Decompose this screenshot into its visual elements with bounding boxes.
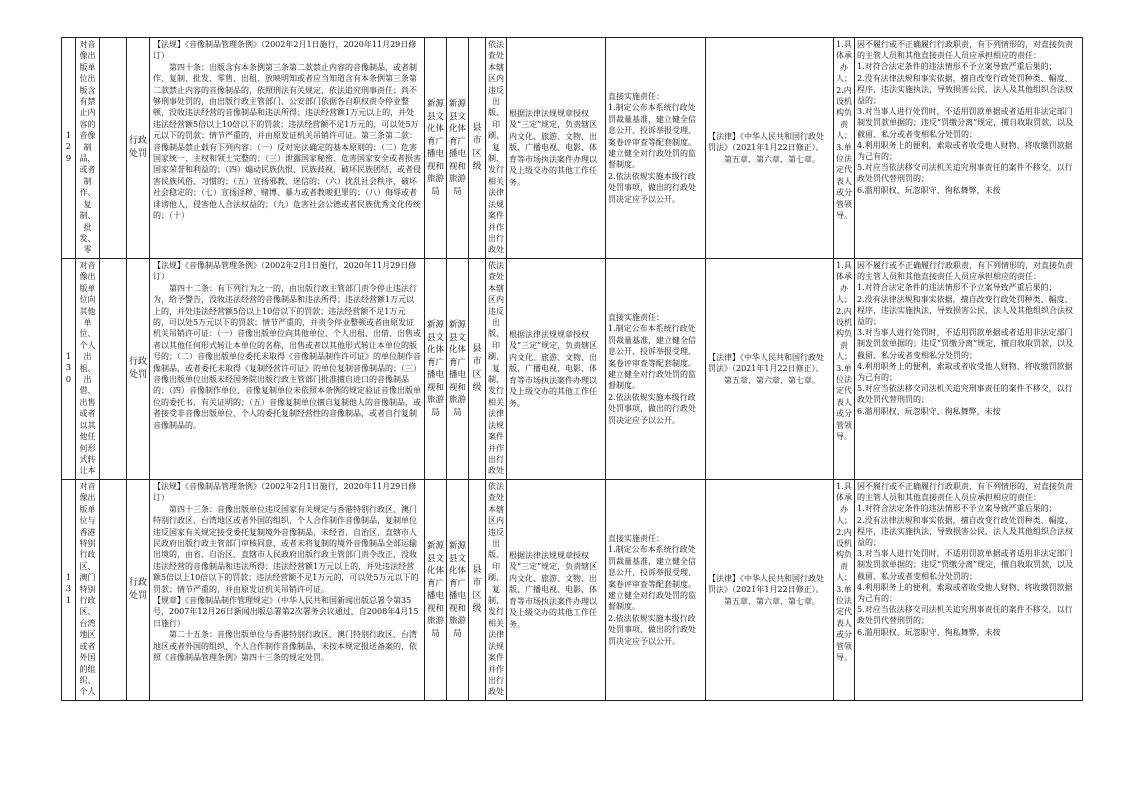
table-row [62,38,1083,259]
legal-basis-text: 【法规】《音像制品管理条例》（2002年2月1日施行，2020年11月29日修订） 第四十三条：音像出版单位违反国家有关规定与香港特别行政区、澳门特别行政区、台湾地区或者外国的组织、个人合作制作音像制品，复制单位违反国家有关规定接受委托复制境外音像制品，未经省、自治区、直辖市人民政府出版行政主管部门审核同意，或者未将复制的境外音像制品全部运输出境的，由省、自治区、直辖市人民政府出版行政主管部门责令改正，没收违法经营的音像制品和违法所得；违法经营额1万元以上的，并处违法经营额5倍以上10倍以下的罚款；违法经营额不足1万元的，可以处5万元以下的罚款；情节严重的，并由原发证机关吊销许可证。 【规章】《音像制品制作管理规定》（中华人民共和国新闻出版总署令第35号，2007年12月26日新闻出版总署第2次署务会议通过，自2008年4月15日施行） 第二十五条：音像出版单位与香港特别行政区、澳门特别行政区、台湾地区或者外国的组织、个人合作制作音像制品，未按本规定报送备案的，依照《音像制品管理条例》第四十三条的规定处罚。 [153,482,419,663]
scope-text: 依法查处本辖区内违反出版、印刷、复制、发行相关法律法规案件并作出行政处 [488,40,504,255]
accountability-situations-text: 因不履行或不正确履行行政职责，有下列情形的，对直接负责的主管人员和其他直接责任人员应承担相应的责任： 1.对符合法定条件的违法情形不予立案导致严重后果的； 2.没有法律法规和事实依据，擅自改变行政处罚种类、幅度、程序，违法实施执法，导致损害公民、法人及其他组织合法权益的； 3.对当事人进行处罚时，不适用罚款单据或者适用非法定部门制发罚款单据的；违反“罚缴分离”规定，擅自收取罚款，以及截留、私分或者变相私分处罚的； 4.利用职务上的便利，索取或者收受他人财物、将收缴罚款据为己有的； 5.对应当依法移交司法机关追究刑事责任的案件不移交，以行政处罚代替刑罚的； 6.滥用职权、玩忽职守、徇私舞弊，未按 [857,261,1074,416]
legal-basis [150,480,425,701]
responsibility-table [61,37,1083,701]
item-type: 行政处罚 [127,259,150,480]
empty-cell [100,259,127,480]
scope [486,259,507,480]
legal-basis [150,38,425,259]
accountable-subject-text: 1.具体承办人；2.内设机构负责人；3.单位法定代表人或分管领导。 [836,261,852,442]
item-type: 行政处罚 [127,38,150,259]
item-name [76,38,100,259]
accountability-basis: 【法律】《中华人民共和国行政处罚法》（2021年1月22日修正）。 第五章、第六章、第七章。 [706,259,834,480]
accountable-subject [834,480,855,701]
accountable-subject [834,38,855,259]
implementing-dept: 新源县文化体育广播电视和旅游局 [425,38,447,259]
scope-text: 依法查处本辖区内违反出版、印刷、复制、发行相关法律法规案件并作出行政处 [488,261,504,476]
empty-cell [100,480,127,701]
implementation-duty: 直接实施责任： 1.制定公布本系统行政处罚裁量基准，建立健全信息公开、投诉举报受理、案卷评审查等配套制度。建立健全对行政处罚的监督制度。 2.依法依规实施本级行政处罚事项，做出的行政处罚决定应予以公开。 [606,259,706,480]
accountability-situations-text: 因不履行或不正确履行行政职责，有下列情形的，对直接负责的主管人员和其他直接责任人员应承担相应的责任： 1.对符合法定条件的违法情形不予立案导致严重后果的； 2.没有法律法规和事实依据，擅自改变行政处罚种类、幅度、程序，违法实施执法，导致损害公民、法人及其他组织合法权益的； 3.对当事人进行处罚时，不适用罚款单据或者适用非法定部门制发罚款单据的；违反“罚缴分离”规定，擅自收取罚款，以及截留、私分或者变相私分处罚的； 4.利用职务上的便利，索取或者收受他人财物、将收缴罚款据为己有的； 5.对应当依法移交司法机关追究刑事责任的案件不移交，以行政处罚代替刑罚的； 6.滥用职权、玩忽职守、徇私舞弊，未按 [857,40,1074,195]
row-number: 131 [62,480,76,701]
accountable-subject-text: 1.具体承办人；2.内设机构负责人；3.单位法定代表人或分管领导。 [836,482,852,663]
accountability-situations [855,259,1083,480]
item-type: 行政处罚 [127,480,150,701]
admin-level: 县市区级 [469,480,486,701]
accountability-situations-text: 因不履行或不正确履行行政职责，有下列情形的，对直接负责的主管人员和其他直接责任人员应承担相应的责任： 1.对符合法定条件的违法情形不予立案导致严重后果的； 2.没有法律法规和事实依据，擅自改变行政处罚种类、幅度、程序，违法实施执法，导致损害公民、法人及其他组织合法权益的； 3.对当事人进行处罚时，不适用罚款单据或者适用非法定部门制发罚款单据的；违反“罚缴分离”规定，擅自收取罚款，以及截留、私分或者变相私分处罚的； 4.利用职务上的便利，索取或者收受他人财物、将收缴罚款据为己有的； 5.对应当依法移交司法机关追究刑事责任的案件不移交，以行政处罚代替刑罚的； 6.滥用职权、玩忽职守、徇私舞弊，未按 [857,482,1074,637]
scope [486,480,507,701]
accountability-basis: 【法律】《中华人民共和国行政处罚法》（2021年1月22日修正）。 第五章、第六章、第七章。 [706,480,834,701]
item-name-text: 对音像出版单位向其他单位、个人出租、出借、出售或者以其他任何形式转让本 [79,261,96,476]
implementing-dept: 新源县文化体育广播电视和旅游局 [425,259,447,480]
table-row [62,480,1083,701]
admin-level: 县市区级 [469,38,486,259]
scope [486,38,507,259]
scope-text: 依法查处本辖区内违反出版、印刷、复制、发行相关法律法规案件并作出行政处 [488,482,504,697]
accountability-situations [855,480,1083,701]
admin-level: 县市区级 [469,259,486,480]
responsibility: 根据法律法规规章授权及“三定”规定，负责辖区内文化、旅游、文物、出版、广播电视、电影、体育等市场执法案件办理以及上级交办的其他工作任务。 [507,259,606,480]
empty-cell [100,38,127,259]
responsible-dept: 新源县文化体育广播电视和旅游局 [447,259,469,480]
accountability-situations [855,38,1083,259]
implementation-duty: 直接实施责任： 1.制定公布本系统行政处罚裁量基准，建立健全信息公开、投诉举报受理、案卷评审查等配套制度。建立健全对行政处罚的监督制度。 2.依法依规实施本级行政处罚事项，做出的行政处罚决定应予以公开。 [606,480,706,701]
accountable-subject-text: 1.具体承办人；2.内设机构负责人；3.单位法定代表人或分管领导。 [836,40,852,221]
accountability-basis: 【法律】《中华人民共和国行政处罚法》（2021年1月22日修正）。 第五章、第六章、第七章。 [706,38,834,259]
item-name-text: 对音像出版单位出版含有禁止内容的音像制品，或者制作、复制、批发、零 [79,40,96,255]
implementation-duty: 直接实施责任： 1.制定公布本系统行政处罚裁量基准，建立健全信息公开、投诉举报受理、案卷评审查等配套制度。建立健全对行政处罚的监督制度。 2.依法依规实施本级行政处罚事项，做出的行政处罚决定应予以公开。 [606,38,706,259]
responsibility: 根据法律法规规章授权及“三定”规定，负责辖区内文化、旅游、文物、出版、广播电视、电影、体育等市场执法案件办理以及上级交办的其他工作任务。 [507,38,606,259]
item-name [76,480,100,701]
responsible-dept: 新源县文化体育广播电视和旅游局 [447,38,469,259]
legal-basis-text: 【法规】《音像制品管理条例》（2002年2月1日施行，2020年11月29日修订） 第四十二条：有下列行为之一的，由出版行政主管部门责令停止违法行为，给予警告，没收违法经营的音像制品和违法所得；违法经营额1万元以上的，并处违法经营额5倍以上10倍以下的罚款；违法经营额不足1万元的，可以处5万元以下的罚款；情节严重的，并责令停业整顿或者由原发证机关吊销许可证：（一）音像出版单位向其他单位、个人出租、出借、出售或者以其他任何形式转让本单位的名称，出售或者以其他形式转让本单位的版号的；（二）音像出版单位委托未取得《音像制品制作许可证》的单位制作音像制品，或者委托未取得《复制经营许可证》的单位复制音像制品的；（三）音像出版单位出版未经国务院出版行政主管部门批准擅自进口的音像制品的；（四）音像制作单位、音像复制单位未依照本条例的规定验证音像出版单位的委托书、有关证明的；（五）音像复制单位擅自复制他人的音像制品，或者接受非音像出版单位、个人的委托复制经营性的音像制品，或者自行复制音像制品的。 [153,261,421,430]
implementing-dept: 新源县文化体育广播电视和旅游局 [425,480,447,701]
responsibility: 根据法律法规规章授权及“三定”规定，负责辖区内文化、旅游、文物、出版、广播电视、电影、体育等市场执法案件办理以及上级交办的其他工作任务。 [507,480,606,701]
legal-basis [150,259,425,480]
table-row [62,259,1083,480]
legal-basis-text: 【法规】《音像制品管理条例》（2002年2月1日施行，2020年11月29日修订） 第四十条：出版含有本条例第三条第二款禁止内容的音像制品，或者制作、复制、批发、零售、出租、放映明知或者应当知道含有本条例第三条第二款禁止内容的音像制品的，依照刑法有关规定，依法追究刑事责任；尚不够刑事处罚的，由出版行政主管部门、公安部门依据各自职权责令停业整顿，没收违法经营的音像制品和违法所得；违法经营额1万元以上的，并处违法经营额5倍以上10倍以下的罚款；违法经营额不足1万元的，可以处5万元以下的罚款；情节严重的，并由原发证机关吊销许可证。第三条第二款：音像制品禁止载有下列内容：（一）反对宪法确定的基本原则的；（二）危害国家统一、主权和领土完整的；（三）泄露国家秘密、危害国家安全或者损害国家荣誉和利益的；（四）煽动民族仇恨、民族歧视，破坏民族团结，或者侵害民族风俗、习惯的；（五）宣扬邪教、迷信的；（六）扰乱社会秩序，破坏社会稳定的；（七）宣扬淫秽、赌博、暴力或者教唆犯罪的；（八）侮辱或者诽谤他人，侵害他人合法权益的；（九）危害社会公德或者民族优秀文化传统的；（十） [153,40,421,221]
row-number: 129 [62,38,76,259]
item-name-text: 对音像出版单位与香港特别行政区、澳门特别行政区、台湾地区或者外国的组织、个人 [79,482,96,697]
responsible-dept: 新源县文化体育广播电视和旅游局 [447,480,469,701]
accountable-subject [834,259,855,480]
row-number: 130 [62,259,76,480]
item-name [76,259,100,480]
